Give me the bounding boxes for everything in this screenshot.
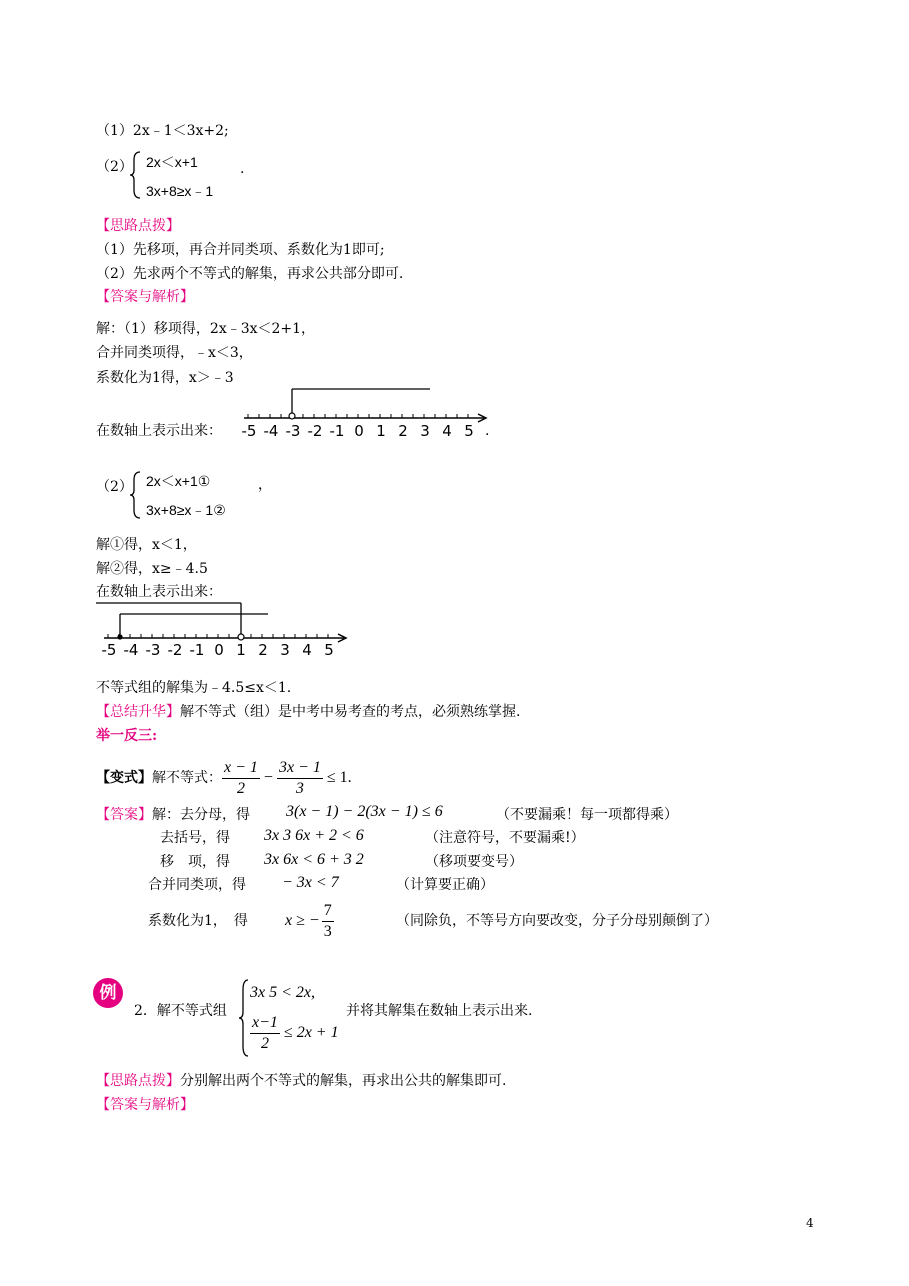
tick-label: 5 [464,422,474,440]
solution-line-5: 解②得，x≥﹣4.5 [96,561,208,577]
solution-line-4: 解①得，x＜1， [96,537,197,553]
step-2-note: （注意符号，不要漏乘!） [425,830,585,846]
summary [96,703,520,721]
hint-line-1: （1）先移项，再合并同类项、系数化为1即可; [96,242,385,258]
summary-text: 解不等式（组）是中考中易考查的考点，必须熟练掌握. [180,704,521,720]
hint-2-title: 【思路点拨】 [96,1073,180,1089]
tick-label: -1 [189,641,205,659]
tick-label: 1 [236,641,246,659]
practice-title: 举一反三: [96,728,158,744]
tick-label: -3 [285,422,301,440]
hint-2 [96,1072,506,1090]
question-1: （1）2x﹣1＜3x+2; [96,123,229,139]
hint-2-text: 分别解出两个不等式的解集，再求出公共的解集即可. [180,1073,507,1089]
system-2-label: （2） [96,479,133,495]
tick-label: -4 [123,641,139,659]
tick-label: -5 [241,422,257,440]
step-4-text: 合并同类项，得 [148,877,246,893]
tick-label: 4 [302,641,312,659]
axis2-tick-labels [97,641,347,661]
tick-label: 1 [376,422,386,440]
solution-line-3: 系数化为1得，x＞﹣3 [96,370,234,386]
answer-2-title: 【答案与解析】 [96,1097,194,1113]
step-2-text: 去括号，得 [160,830,230,846]
hint-line-2: （2）先求两个不等式的解集，再求公共部分即可. [96,266,404,282]
solution-line-2: 合并同类项得，﹣x＜3， [96,345,253,361]
system-line-2: 3x+8≥x﹣1 [146,183,214,199]
step-3-math: 3x 6x < 6 + 3 2 [264,851,364,868]
step-5-math: x ≥ − $\frac{7}{3}$ [285,901,332,940]
tick-label: 0 [354,422,364,440]
axis2-label: 在数轴上表示出来： [96,584,222,600]
answer-step-1: 【答案】解：去分母，得 [96,807,250,823]
question-2-label: （2） [96,159,133,175]
variant-problem: 【变式】 解不等式： $\frac{x - 1}{2}$ − $\frac{3x - 1}{3}$ ≤ 1. [96,758,352,797]
axis1-label: 在数轴上表示出来： [96,423,222,439]
tick-label: 2 [258,641,268,659]
tick-label: 5 [324,641,334,659]
tick-label: -5 [101,641,117,659]
conclusion: 不等式组的解集为﹣4.5≤x＜1. [96,680,292,696]
step-2-math: 3x 3 6x + 2 < 6 [264,827,364,844]
step-3-text: 移 项，得 [160,854,230,870]
tick-label: -1 [329,422,345,440]
page-number: 4 [806,1216,814,1230]
tick-label: -3 [145,641,161,659]
answer-title: 【答案与解析】 [96,289,194,305]
left-brace-icon [128,150,142,200]
tick-label: -4 [263,422,279,440]
example-text: 2．解不等式组 [134,1003,227,1019]
solution-line-1: 解：（1）移项得，2x﹣3x＜2+1， [96,321,316,337]
step-3-note: （移项要变号） [425,854,523,870]
tick-label: 0 [214,641,224,659]
system-2-line-1: 2x＜x+1① [146,473,211,489]
tick-label: 2 [398,422,408,440]
axis1-trail: . [485,423,490,439]
example-line-2: $\frac{x-1}{2}$ ≤ 2x + 1 [252,1013,339,1052]
answer-label: 【答案】 [96,807,152,823]
number-line-2 [96,600,356,644]
system-2-line-2: 3x+8≥x﹣1② [146,502,226,518]
step-4-note: （计算要正确） [396,877,494,893]
step-1-math: 3(x − 1) − 2(3x − 1) ≤ 6 [286,803,443,820]
tick-label: -2 [307,422,323,440]
tick-label: 3 [420,422,430,440]
tick-label: 3 [280,641,290,659]
step-5-note: （同除负，不等号方向要改变，分子分母别颠倒了） [396,913,718,929]
system-2-trail: ， [258,477,272,493]
left-brace-icon [128,470,142,520]
example-badge: 例 [93,978,123,1008]
fraction-2: $\frac{3x - 1}{3}$ [278,758,321,797]
variant-title: 【变式】 [96,770,152,786]
variant-text: 解不等式： [152,770,222,786]
tick-label: -2 [167,641,183,659]
example-tail: 并将其解集在数轴上表示出来. [346,1003,533,1019]
left-brace-icon [238,978,250,1058]
hint-title: 【思路点拨】 [96,218,180,234]
summary-title: 【总结升华】 [96,704,180,720]
system-line-1: 2x＜x+1 [146,154,198,170]
fraction-1: $\frac{x - 1}{2}$ [224,758,258,797]
axis1-tick-labels [237,422,490,442]
example-line-1: 3x 5 < 2x, [250,984,315,1001]
step-1-note: （不要漏乘！每一项都得乘） [496,807,678,823]
question-2-trail: . [240,161,245,177]
step-5-text: 系数化为1， 得 [148,913,248,929]
tick-label: 4 [442,422,452,440]
step-4-math: − 3x < 7 [282,874,339,891]
